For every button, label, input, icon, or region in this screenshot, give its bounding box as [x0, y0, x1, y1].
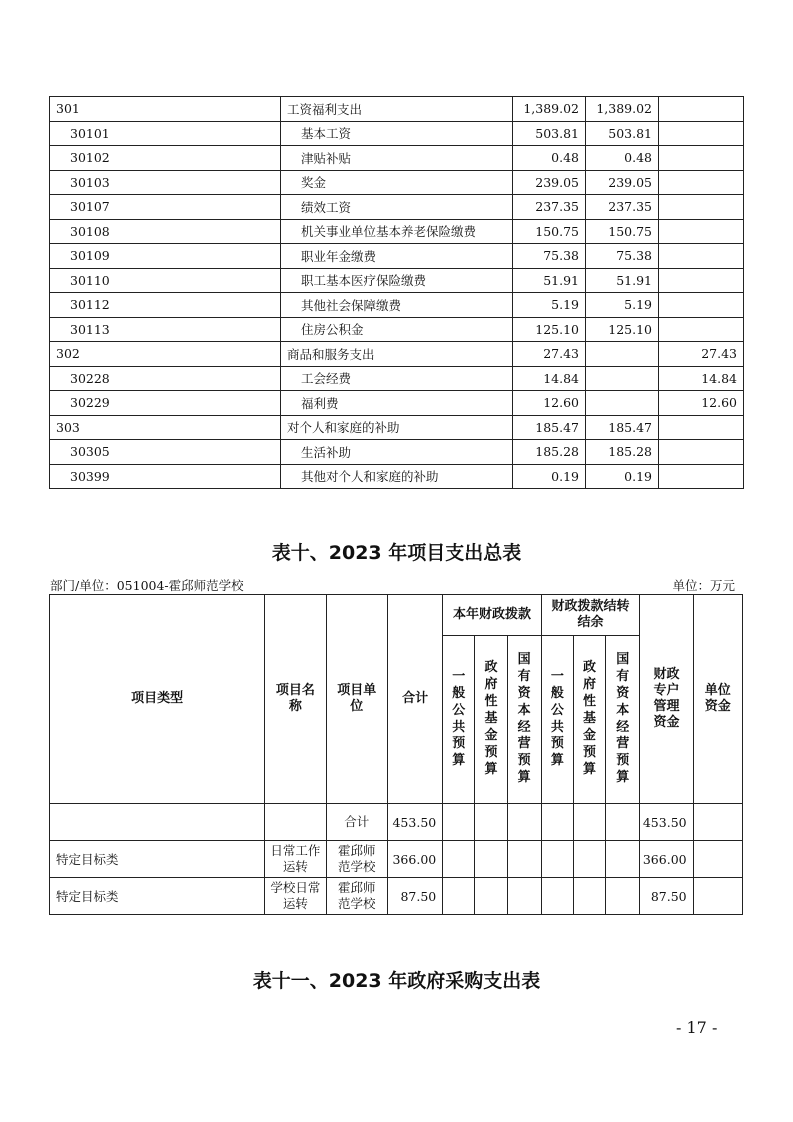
table-row	[50, 121, 744, 146]
header-gov-fund-budget-carryover	[573, 636, 605, 804]
row-name	[265, 841, 326, 878]
row-total: 27.43	[513, 342, 586, 367]
table-row	[50, 268, 744, 293]
row-name: 其他社会保障缴费	[281, 293, 513, 318]
cell	[507, 878, 541, 915]
row-project	[659, 317, 744, 342]
cell	[573, 841, 605, 878]
row-basic	[586, 342, 659, 367]
row-name	[265, 804, 326, 841]
row-code: 30113	[50, 317, 281, 342]
row-total: 0.48	[513, 146, 586, 171]
row-project	[659, 244, 744, 269]
row-total: 12.60	[513, 391, 586, 416]
row-code: 301	[50, 97, 281, 122]
row-unit-text: 霍邱师范学校	[337, 879, 376, 911]
cell	[693, 804, 742, 841]
row-type: 特定目标类	[50, 841, 265, 878]
row-total: 125.10	[513, 317, 586, 342]
row-name: 生活补助	[281, 440, 513, 465]
row-code: 30228	[50, 366, 281, 391]
row-name: 工资福利支出	[281, 97, 513, 122]
department-label: 部门/单位：051004-霍邱师范学校	[50, 578, 244, 593]
row-basic: 185.28	[586, 440, 659, 465]
header-general-budget-text: 一般公共预算	[452, 668, 466, 769]
row-basic: 51.91	[586, 268, 659, 293]
row-total: 366.00	[387, 841, 442, 878]
row-name	[265, 878, 326, 915]
row-name: 职业年金缴费	[281, 244, 513, 269]
cell	[541, 878, 573, 915]
row-basic: 185.47	[586, 415, 659, 440]
table-row	[50, 219, 744, 244]
header-carryover-text: 财政拨款结转结余	[551, 598, 630, 630]
project-expense-table	[49, 594, 743, 915]
row-total: 237.35	[513, 195, 586, 220]
header-special-account	[640, 595, 693, 804]
row-total: 1,389.02	[513, 97, 586, 122]
cell	[573, 878, 605, 915]
cell	[541, 804, 573, 841]
table-row	[50, 342, 744, 367]
row-project	[659, 440, 744, 465]
table-row	[50, 366, 744, 391]
row-total: 51.91	[513, 268, 586, 293]
row-total: 0.19	[513, 464, 586, 489]
row-project: 14.84	[659, 366, 744, 391]
row-code: 30109	[50, 244, 281, 269]
table-row	[50, 841, 743, 878]
row-name-text: 学校日常运转	[270, 879, 321, 911]
row-code: 30101	[50, 121, 281, 146]
cell	[507, 841, 541, 878]
row-total: 503.81	[513, 121, 586, 146]
row-basic: 1,389.02	[586, 97, 659, 122]
cell	[541, 841, 573, 878]
row-name: 其他对个人和家庭的补助	[281, 464, 513, 489]
row-code: 30110	[50, 268, 281, 293]
row-project	[659, 464, 744, 489]
table-row	[50, 293, 744, 318]
table-title-next: 表十一、2023 年政府采购支出表	[252, 970, 541, 992]
row-code: 302	[50, 342, 281, 367]
table-row	[50, 146, 744, 171]
row-code: 30103	[50, 170, 281, 195]
table-row	[50, 244, 744, 269]
row-project	[659, 146, 744, 171]
header-unit-funds-text: 单位资金	[704, 682, 731, 714]
row-total: 14.84	[513, 366, 586, 391]
table-row	[50, 804, 743, 841]
row-code: 30112	[50, 293, 281, 318]
row-project	[659, 97, 744, 122]
row-basic: 5.19	[586, 293, 659, 318]
row-name: 奖金	[281, 170, 513, 195]
row-project	[659, 121, 744, 146]
row-basic: 239.05	[586, 170, 659, 195]
cell	[693, 841, 742, 878]
row-project: 27.43	[659, 342, 744, 367]
table-row	[50, 391, 744, 416]
header-carryover	[541, 595, 640, 636]
row-code: 30102	[50, 146, 281, 171]
row-unit	[326, 878, 387, 915]
row-unit: 合计	[326, 804, 387, 841]
cell	[507, 804, 541, 841]
table-row	[50, 170, 744, 195]
row-type	[50, 804, 265, 841]
table-row	[50, 464, 744, 489]
row-project	[659, 415, 744, 440]
unit-label: 单位：万元	[672, 578, 735, 593]
header-project-name	[265, 595, 326, 804]
header-project-unit-text: 项目单位	[337, 682, 377, 714]
cell	[443, 841, 475, 878]
row-special: 87.50	[640, 878, 693, 915]
header-gov-fund-budget-carryover-text: 政府性基金预算	[583, 660, 597, 777]
header-general-budget-carryover-text: 一般公共预算	[550, 668, 564, 769]
row-special: 453.50	[640, 804, 693, 841]
row-total: 87.50	[387, 878, 442, 915]
cell	[573, 804, 605, 841]
row-total: 5.19	[513, 293, 586, 318]
row-basic: 125.10	[586, 317, 659, 342]
cell	[606, 804, 640, 841]
row-basic: 503.81	[586, 121, 659, 146]
row-name: 福利费	[281, 391, 513, 416]
table-row	[50, 97, 744, 122]
row-name: 绩效工资	[281, 195, 513, 220]
table-row	[50, 415, 744, 440]
header-gov-fund-budget-text: 政府性基金预算	[484, 660, 498, 777]
row-project	[659, 268, 744, 293]
row-unit-text: 霍邱师范学校	[337, 842, 376, 874]
row-code: 30108	[50, 219, 281, 244]
cell	[606, 878, 640, 915]
header-project-type: 项目类型	[50, 595, 265, 804]
table-row	[50, 195, 744, 220]
header-current-year-text: 本年财政拨款	[452, 606, 531, 622]
table-title: 表十、2023 年项目支出总表	[271, 542, 522, 564]
row-basic: 75.38	[586, 244, 659, 269]
row-name-text: 日常工作运转	[270, 842, 321, 874]
cell	[475, 841, 507, 878]
row-total: 239.05	[513, 170, 586, 195]
row-total: 453.50	[387, 804, 442, 841]
row-code: 30399	[50, 464, 281, 489]
cell	[443, 804, 475, 841]
expense-economic-table	[49, 96, 744, 489]
header-project-name-text: 项目名称	[275, 682, 315, 714]
row-name: 津贴补贴	[281, 146, 513, 171]
row-project	[659, 219, 744, 244]
row-basic	[586, 366, 659, 391]
row-project	[659, 293, 744, 318]
table-row	[50, 878, 743, 915]
header-state-capital-budget-carryover-text: 国有资本经营预算	[616, 651, 630, 786]
row-total: 185.28	[513, 440, 586, 465]
row-basic: 237.35	[586, 195, 659, 220]
header-state-capital-budget-text: 国有资本经营预算	[517, 651, 531, 786]
header-total: 合计	[387, 595, 442, 804]
row-code: 30305	[50, 440, 281, 465]
row-basic: 150.75	[586, 219, 659, 244]
row-name: 机关事业单位基本养老保险缴费	[281, 219, 513, 244]
cell	[475, 878, 507, 915]
header-state-capital-budget-carryover	[606, 636, 640, 804]
header-unit-funds	[693, 595, 742, 804]
header-gov-fund-budget	[475, 636, 507, 804]
header-special-account-text: 财政专户管理资金	[653, 666, 680, 731]
cell	[693, 878, 742, 915]
row-name: 基本工资	[281, 121, 513, 146]
row-special: 366.00	[640, 841, 693, 878]
header-project-unit	[326, 595, 387, 804]
row-project: 12.60	[659, 391, 744, 416]
row-project	[659, 170, 744, 195]
row-total: 185.47	[513, 415, 586, 440]
row-name: 职工基本医疗保险缴费	[281, 268, 513, 293]
header-state-capital-budget	[507, 636, 541, 804]
row-project	[659, 195, 744, 220]
row-total: 150.75	[513, 219, 586, 244]
row-basic	[586, 391, 659, 416]
row-code: 30107	[50, 195, 281, 220]
table-row	[50, 440, 744, 465]
row-name: 商品和服务支出	[281, 342, 513, 367]
header-general-budget	[443, 636, 475, 804]
row-name: 住房公积金	[281, 317, 513, 342]
row-unit	[326, 841, 387, 878]
row-basic: 0.19	[586, 464, 659, 489]
row-name: 对个人和家庭的补助	[281, 415, 513, 440]
row-type: 特定目标类	[50, 878, 265, 915]
header-general-budget-carryover	[541, 636, 573, 804]
row-total: 75.38	[513, 244, 586, 269]
cell	[443, 878, 475, 915]
row-name: 工会经费	[281, 366, 513, 391]
row-code: 30229	[50, 391, 281, 416]
row-basic: 0.48	[586, 146, 659, 171]
header-current-year	[443, 595, 542, 636]
table-row	[50, 317, 744, 342]
row-code: 303	[50, 415, 281, 440]
page-number: - 17 -	[676, 1018, 718, 1037]
cell	[606, 841, 640, 878]
cell	[475, 804, 507, 841]
